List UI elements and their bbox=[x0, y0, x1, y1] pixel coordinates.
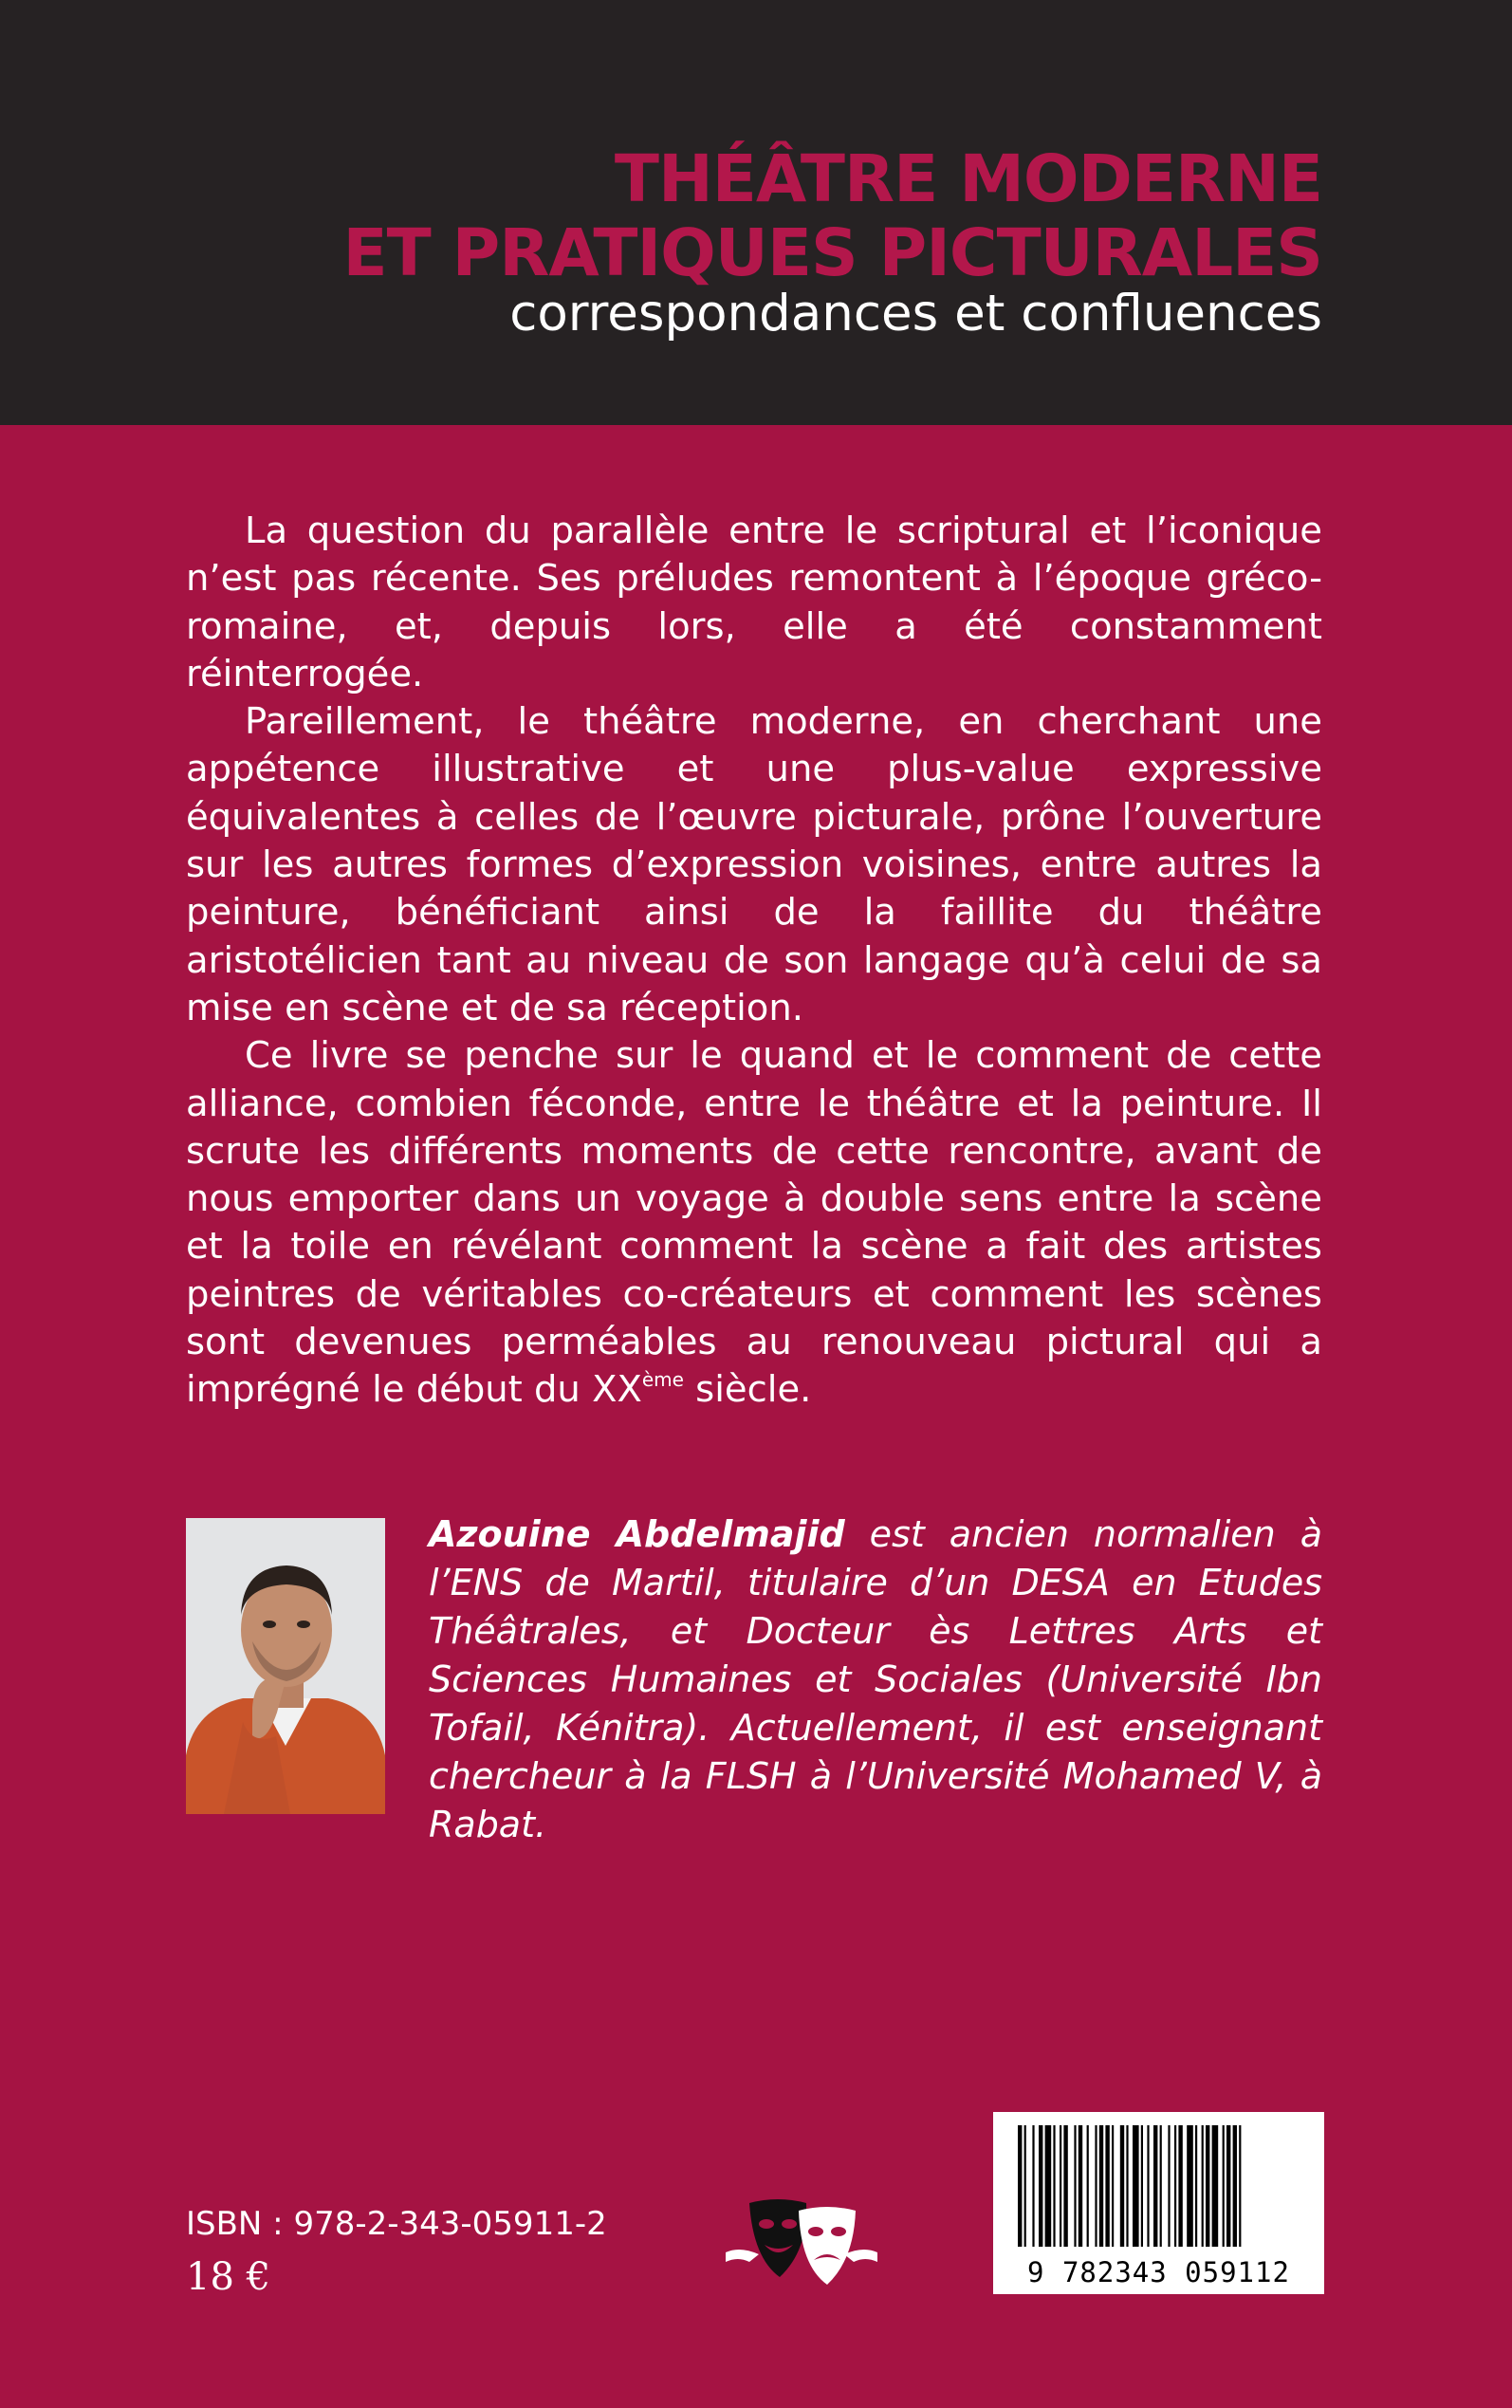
author-bio-text: est ancien normalien à l’ENS de Martil, titulaire d’un DESA en Etudes Théâtrales, et Docteur ès Lettres Arts et Sciences Humaines et Sociales (Université Ibn Tofail, Kénitra). Actuellement, il est enseignant chercheur à la FLSH à l’Université Mohamed V, à Rabat. bbox=[429, 1513, 1322, 1845]
author-photo bbox=[186, 1518, 385, 1814]
barcode-bar bbox=[1120, 2125, 1124, 2247]
summary-paragraph-3-end: siècle. bbox=[683, 1368, 812, 1412]
barcode-bar bbox=[1160, 2125, 1162, 2247]
barcode-bar bbox=[1079, 2125, 1082, 2247]
barcode-bar bbox=[1202, 2125, 1204, 2247]
barcode-bar bbox=[1233, 2125, 1237, 2247]
summary-paragraph-2: Pareillement, le théâtre moderne, en cherchant une appétence illustrative et une plus-value expressive équivalentes à celles de l’œuvre picturale, prône l’ouverture sur les autres formes d’expression voisines, entre autres la peinture, bénéficiant ainsi de la faillite du théâtre aristotélicien tant au niveau de son langage qu’à celui de sa mise en scène et de sa réception. bbox=[186, 700, 1322, 1029]
barcode bbox=[993, 2112, 1324, 2294]
barcode-bar bbox=[1032, 2125, 1034, 2247]
barcode-bar bbox=[1099, 2125, 1103, 2247]
title-line-1: THÉÂTRE MODERNE bbox=[614, 141, 1322, 217]
barcode-bar bbox=[1039, 2125, 1042, 2247]
barcode-bar bbox=[1045, 2125, 1052, 2247]
barcode-bar bbox=[1147, 2125, 1149, 2247]
author-name: Azouine Abdelmajid bbox=[429, 1513, 845, 1555]
barcode-bar bbox=[1063, 2125, 1067, 2247]
isbn-label: ISBN : 978-2-343-05911-2 bbox=[186, 2205, 607, 2243]
title-line-2: ET PRATIQUES PICTURALES bbox=[342, 215, 1322, 291]
theatre-masks-logo-icon bbox=[721, 2194, 882, 2298]
barcode-bar bbox=[1141, 2125, 1143, 2247]
barcode-bar bbox=[1053, 2125, 1055, 2247]
barcode-bar bbox=[1212, 2125, 1219, 2247]
barcode-bar bbox=[1187, 2125, 1193, 2247]
summary-paragraph-3 bbox=[186, 1032, 1322, 1414]
price-label: 18 € bbox=[186, 2255, 271, 2299]
barcode-bar bbox=[1223, 2125, 1225, 2247]
barcode-bar bbox=[1018, 2125, 1022, 2247]
barcode-bar bbox=[1226, 2125, 1230, 2247]
barcode-bar bbox=[1024, 2125, 1026, 2247]
cover-header bbox=[0, 0, 1512, 425]
barcode-bar bbox=[1074, 2125, 1076, 2247]
barcode-digits: 9 782343 059112 bbox=[1027, 2256, 1290, 2288]
barcode-bar bbox=[1195, 2125, 1197, 2247]
author-portrait-image bbox=[186, 1518, 385, 1814]
summary-paragraph-3-main: Ce livre se penche sur le quand et le comment de cette alliance, combien féconde, entre le théâtre et la peinture. Il scrute les différents moments de cette rencontre, avant de nous emporter dans un voyage à double sens entre la scène et la toile en révélant comment la scène a fait des artistes peintres de véritables co-créateurs et comment les scènes sont devenues perméables au renouveau pictural qui a imprégné le début du XX bbox=[186, 1034, 1322, 1412]
barcode-bar bbox=[1095, 2125, 1097, 2247]
barcode-bars bbox=[993, 2112, 1324, 2254]
barcode-bar bbox=[1060, 2125, 1061, 2247]
barcode-bar bbox=[1133, 2125, 1139, 2247]
summary-text bbox=[186, 508, 1322, 1415]
superscript-eme: ème bbox=[641, 1368, 684, 1392]
barcode-bar bbox=[1105, 2125, 1109, 2247]
barcode-bar bbox=[1112, 2125, 1114, 2247]
barcode-bar bbox=[1087, 2125, 1089, 2247]
barcode-bar bbox=[1153, 2125, 1157, 2247]
book-title bbox=[342, 142, 1322, 290]
barcode-bar bbox=[1178, 2125, 1182, 2247]
barcode-bar bbox=[1168, 2125, 1170, 2247]
barcode-bar bbox=[1206, 2125, 1209, 2247]
author-bio bbox=[429, 1510, 1322, 1849]
barcode-bar bbox=[1239, 2125, 1241, 2247]
summary-paragraph-1: La question du parallèle entre le scriptural et l’iconique n’est pas récente. Ses préludes remontent à l’époque gréco-romaine, et, depuis lors, elle a été constamment réinterrogée. bbox=[186, 509, 1322, 695]
book-subtitle: correspondances et confluences bbox=[509, 285, 1322, 343]
barcode-bar bbox=[1174, 2125, 1176, 2247]
barcode-bar bbox=[1126, 2125, 1128, 2247]
